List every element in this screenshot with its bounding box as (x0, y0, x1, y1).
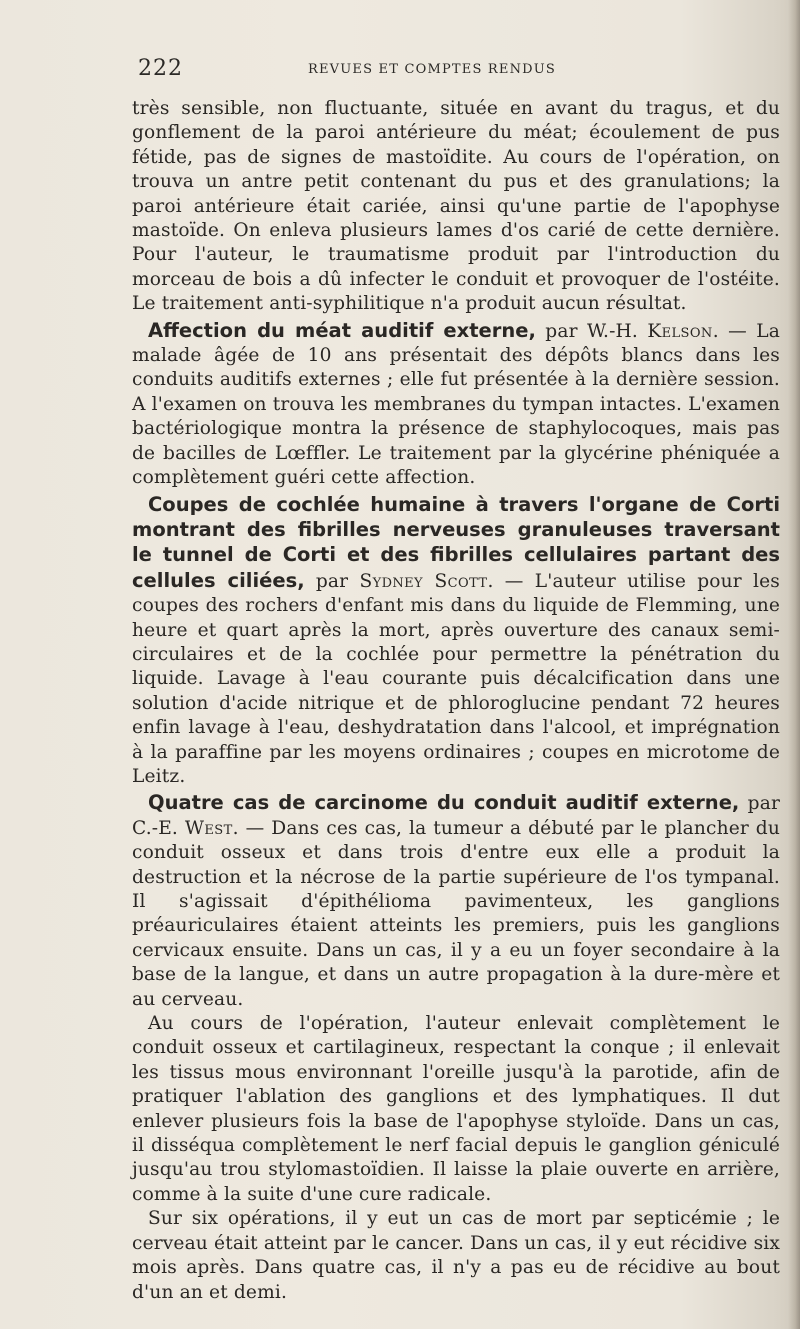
paragraph-text: . — Dans ces cas, la tumeur a débuté par le plancher du conduit osseux et dans trois d'entre eux elle a produit la destruction et la nécrose de la partie supérieure de l'os tympanal. Il s'agissait d'épithélioma pavimenteux, les ganglions préauriculaires étaient atteints les premiers, puis les ganglions cervicaux ensuite. Dans un cas, il y a eu un foyer secondaire à la base de la langue, et dans un autre propagation à la dure-mère et au cerveau. (132, 817, 780, 1010)
review-heading: Quatre cas de carcinome du conduit auditif externe, (148, 791, 740, 815)
paragraph-operation (132, 1012, 780, 1207)
review-heading: Coupes de cochlée humaine à travers l'organe de Corti montrant des fibrilles nerveuses granuleuses traversant le tunnel de Corti et des fibrilles cellulaires partant des cellules ciliées, (132, 492, 780, 592)
paragraph-text: Au cours de l'opération, l'auteur enlevait complètement le conduit osseux et cartilagineux, respectant la conque ; il enlevait les tissus mous environnant l'oreille jusqu'à la parotide, afin de pratiquer l'ablation des ganglions et des lymphatiques. Il dut enlever plusieurs fois la base de l'apophyse styloïde. Dans un cas, il disséqua complètement le nerf facial depuis le ganglion géniculé jusqu'au trou stylomastoïdien. Il laisse la plaie ouverte en arrière, comme à la suite d'une cure radicale. (132, 1013, 780, 1205)
page-edge-shadow (788, 0, 800, 1329)
review-scott (132, 493, 780, 790)
review-kelson (132, 319, 780, 491)
author-prefix: par (304, 570, 360, 592)
running-head: REVUES ET COMPTES RENDUS (308, 62, 557, 77)
paragraph-continuation (132, 97, 780, 317)
article-body (132, 97, 780, 1305)
paragraph-text: . — L'auteur utilise pour les coupes des rochers d'enfant mis dans du liquide de Flemming, une heure et quart après la mort, après ouverture des canaux semi-circulaires et de la cochlée pour permettre la pénétration du liquide. Lavage à l'eau courante puis décalcification dans une solution d'acide nitrique et de phloroglucine pendant 72 heures enfin lavage à l'eau, deshydratation dans l'alcool, et imprégnation à la paraffine par les moyens ordinaires ; coupes en microtome de Leitz. (132, 570, 780, 787)
author-name: West (184, 817, 233, 839)
paragraph-results (132, 1207, 780, 1305)
paragraph-text: Sur six opérations, il y eut un cas de mort par septicémie ; le cerveau était atteint par le cancer. Dans un cas, il y eut récidive six mois après. Dans quatre cas, il n'y a pas eu de récidive au bout d'un an et demi. (132, 1208, 780, 1303)
page-header (138, 56, 778, 86)
review-heading: Affection du méat auditif externe, (148, 318, 536, 342)
paragraph-text: . — La malade âgée de 10 ans présentait des dépôts blancs dans les conduits auditifs externes ; elle fut présentée à la dernière session. A l'examen on trouva les membranes du tympan intactes. L'examen bactériologique montra la présence de staphylocoques, mais pas de bacilles de Lœffler. Le traitement par la glycérine phéniquée a complètement guéri cette affection. (132, 320, 780, 489)
author-name: Sydney Scott (359, 570, 488, 592)
author-prefix: par C.-E. (132, 793, 780, 839)
page-number: 222 (138, 56, 183, 81)
author-name: Kelson (647, 320, 713, 342)
review-west (132, 791, 780, 1012)
author-prefix: par W.-H. (535, 320, 648, 342)
paragraph-text: très sensible, non fluctuante, située en avant du tragus, et du gonflement de la paroi antérieure du méat; écoulement de pus fétide, pas de signes de mastoïdite. Au cours de l'opération, on trouva un antre petit contenant du pus et des granulations; la paroi antérieure était cariée, ainsi qu'une partie de l'apophyse mastoïde. On enleva plusieurs lames d'os carié de cette dernière. Pour l'auteur, le traumatisme produit par l'introduction du morceau de bois a dû infecter le conduit et provoquer de l'ostéite. Le traitement anti-syphilitique n'a produit aucun résultat. (132, 98, 780, 315)
